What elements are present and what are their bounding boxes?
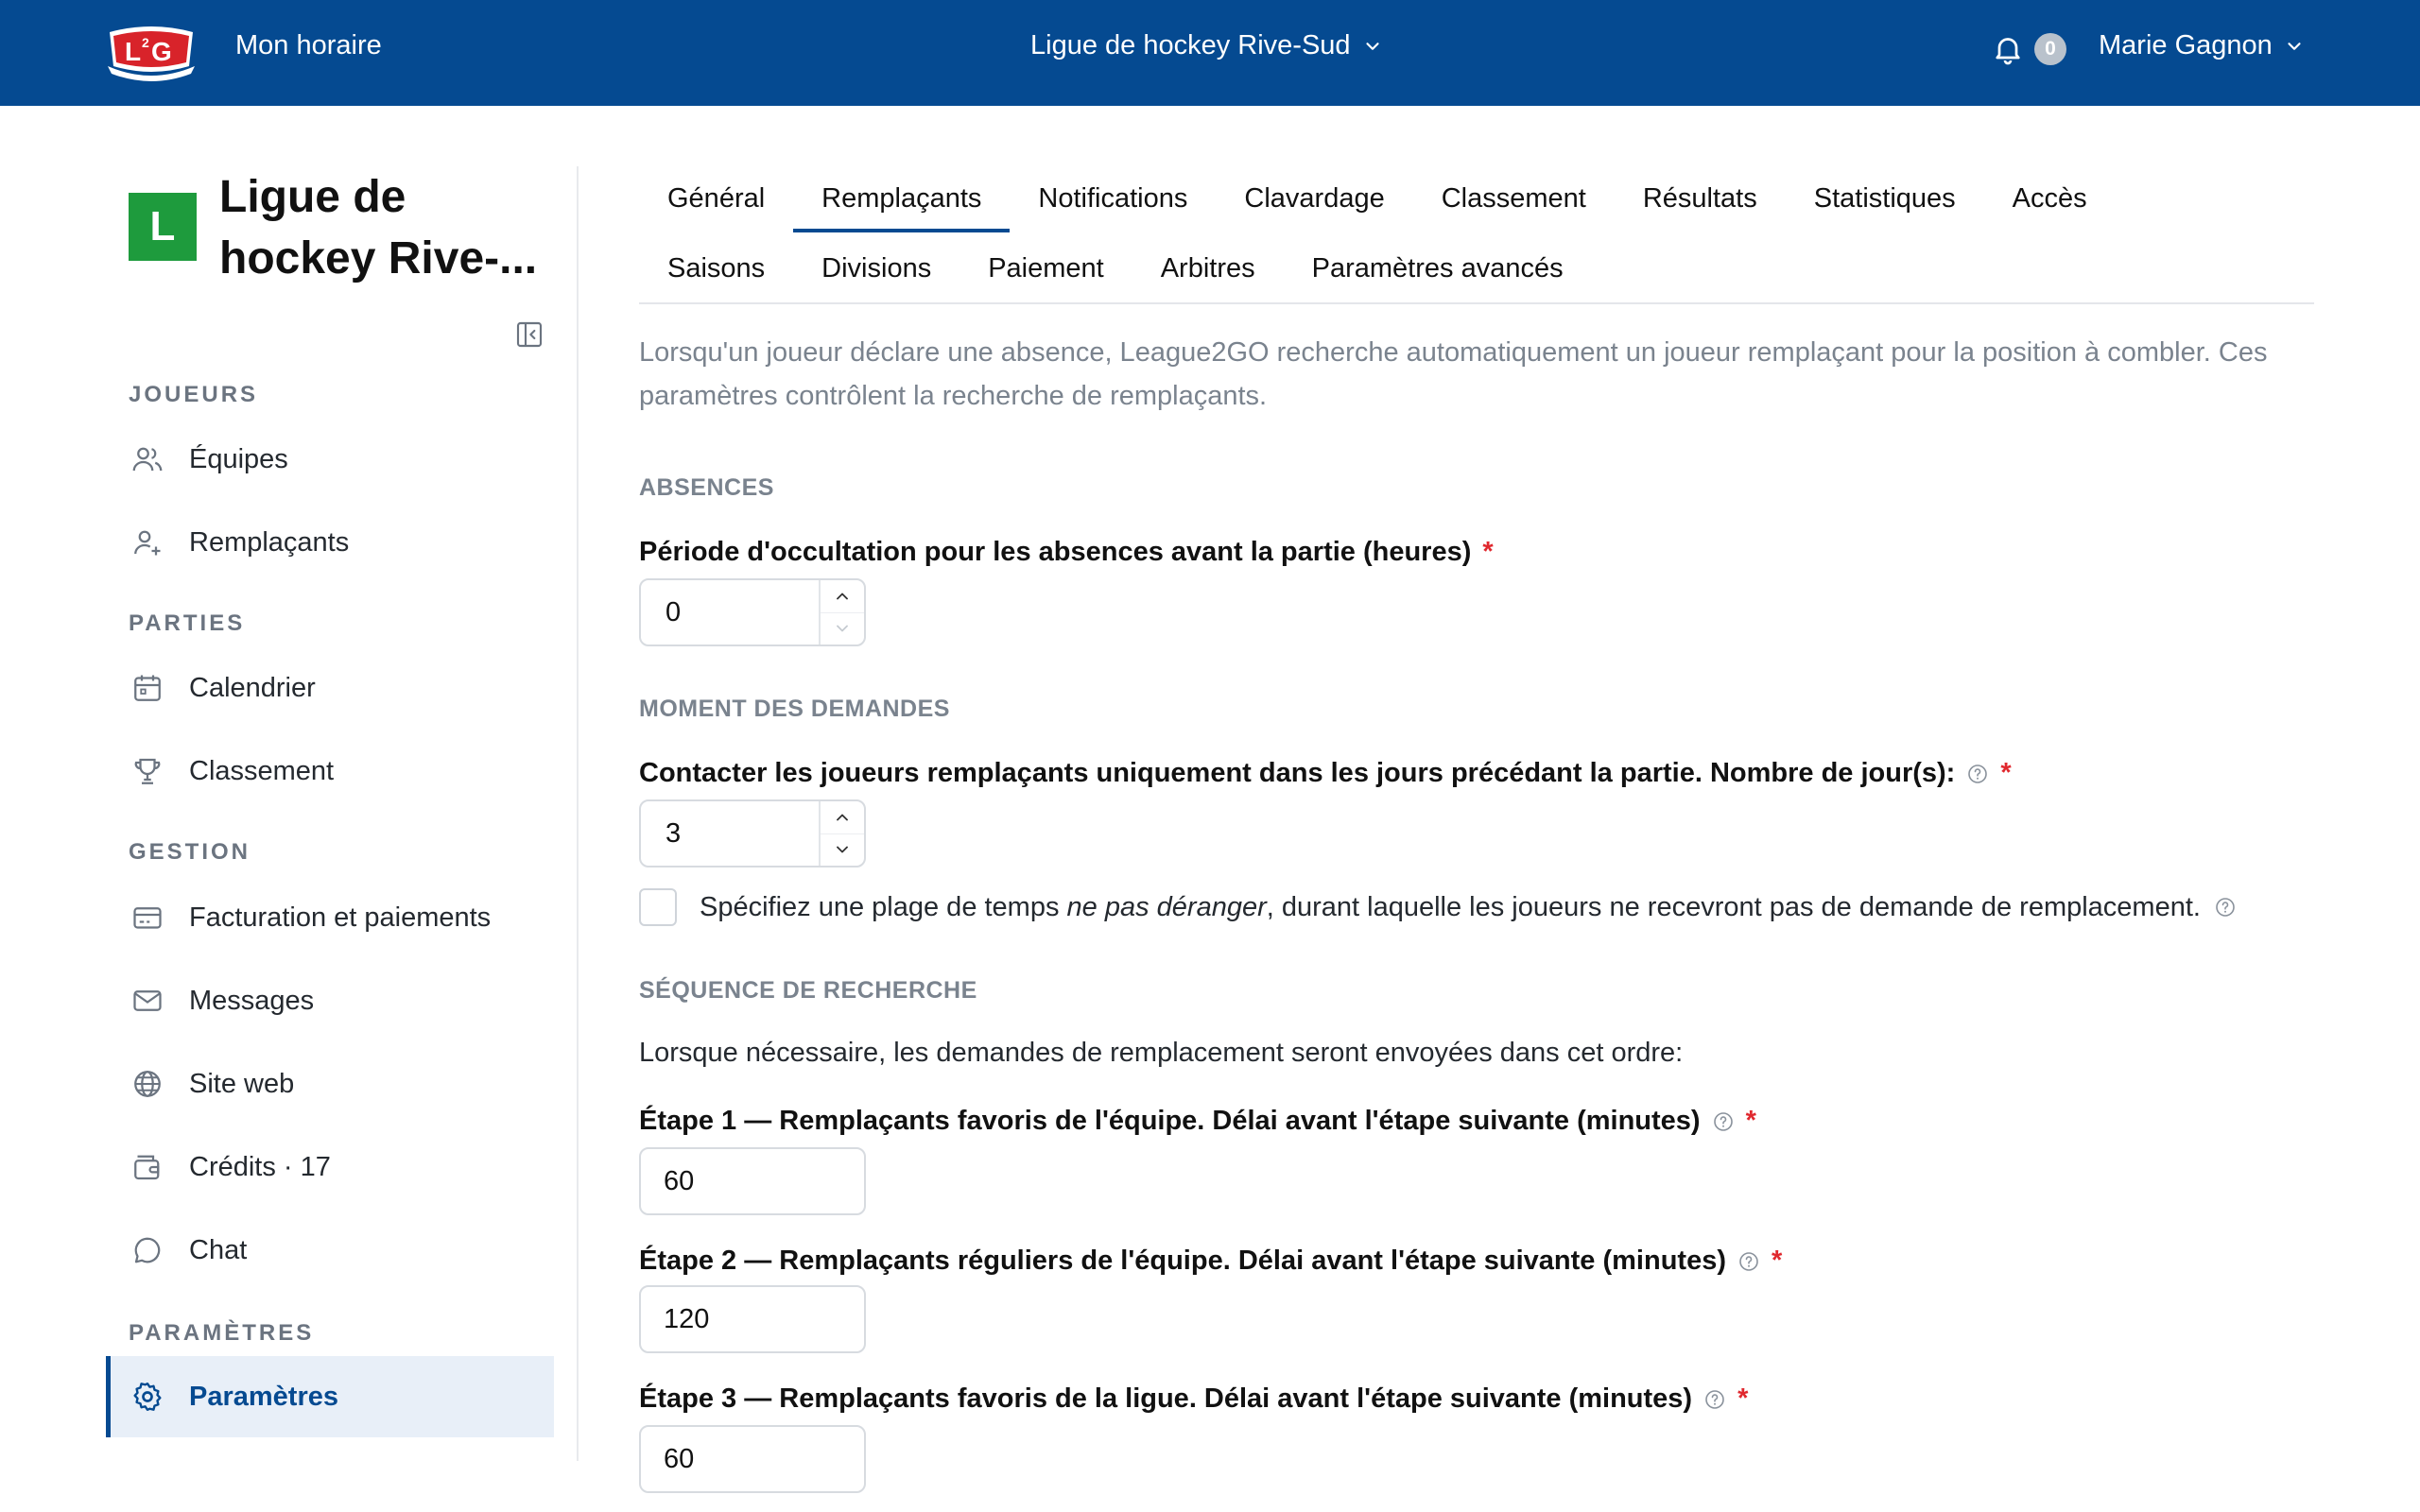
decrement-button[interactable] — [821, 833, 864, 867]
sidebar-item-label: Messages — [189, 985, 315, 1016]
tab-access[interactable]: Accès — [2012, 183, 2087, 214]
required-asterisk: * — [1745, 1106, 1756, 1136]
blackout-period-input[interactable] — [639, 578, 866, 646]
blackout-period-label-text: Période d'occultation pour les absences avant la partie (heures) — [639, 537, 1472, 567]
tab-seasons[interactable]: Saisons — [667, 253, 766, 284]
chat-bubble-icon — [130, 1233, 164, 1267]
league-switcher-label: Ligue de hockey Rive-Sud — [1030, 30, 1351, 60]
days-before-game-label — [639, 758, 2012, 789]
search-sequence-description: Lorsque nécessaire, les demandes de remplacement seront envoyées dans cet ordre: — [639, 1038, 1684, 1068]
sidebar-divider — [577, 166, 579, 1461]
tab-chat[interactable]: Clavardage — [1244, 183, 1385, 214]
search-sequence-heading: SÉQUENCE DE RECHERCHE — [639, 977, 977, 1004]
trophy-icon — [130, 754, 164, 788]
sidebar-item-label: Remplaçants — [189, 526, 350, 558]
do-not-disturb-row — [639, 888, 2237, 926]
sidebar-item-credits[interactable] — [106, 1126, 554, 1208]
request-timing-heading: MOMENT DES DEMANDES — [639, 696, 950, 722]
tab-results[interactable]: Résultats — [1642, 183, 1757, 214]
sidebar-section-management: GESTION — [129, 839, 251, 865]
sidebar-item-label: Site web — [189, 1068, 295, 1099]
days-before-game-value: 3 — [666, 817, 682, 849]
blackout-period-stepper — [819, 580, 864, 644]
sidebar-item-substitutes[interactable] — [106, 502, 554, 583]
sidebar-item-chat[interactable] — [106, 1210, 554, 1291]
gear-icon — [130, 1380, 164, 1414]
step3-delay-input[interactable]: 60 — [639, 1425, 866, 1493]
sidebar-item-settings[interactable] — [106, 1356, 554, 1437]
calendar-icon — [130, 671, 164, 705]
tab-advanced-settings[interactable]: Paramètres avancés — [1311, 253, 1564, 284]
decrement-button[interactable] — [821, 612, 864, 645]
step2-delay-input[interactable]: 120 — [639, 1285, 866, 1353]
tabs-divider — [639, 302, 2314, 304]
sidebar-item-label: Équipes — [189, 443, 288, 474]
sidebar-item-messages[interactable] — [106, 960, 554, 1041]
collapse-sidebar-icon[interactable] — [514, 319, 544, 350]
my-schedule-link[interactable]: Mon horaire — [235, 30, 382, 60]
sidebar-item-teams[interactable] — [106, 419, 554, 500]
bell-icon — [1991, 32, 2025, 66]
sidebar-section-players: JOUEURS — [129, 382, 259, 407]
blackout-period-label — [639, 537, 1494, 568]
step2-label — [639, 1246, 1782, 1277]
tab-standings[interactable]: Classement — [1441, 183, 1586, 214]
envelope-icon — [130, 984, 164, 1018]
notifications-count-badge: 0 — [2034, 33, 2066, 65]
chevron-down-icon — [1362, 36, 1383, 57]
step1-label — [639, 1106, 1756, 1137]
tabs-row-2 — [639, 234, 1592, 302]
do-not-disturb-label — [700, 892, 2201, 923]
help-circle-icon[interactable] — [1737, 1250, 1760, 1273]
notifications-button[interactable] — [1991, 32, 2066, 66]
sidebar-section-games: PARTIES — [129, 610, 246, 636]
do-not-disturb-checkbox[interactable] — [639, 888, 677, 926]
org-name: Ligue de hockey Rive-... — [219, 172, 538, 284]
user-name: Marie Gagnon — [2099, 30, 2273, 60]
svg-text:2: 2 — [142, 35, 149, 50]
step3-label-text: Étape 3 — Remplaçants favoris de la ligue. Délai avant l'étape suivante (minutes) — [639, 1383, 1693, 1414]
top-bar — [0, 0, 2420, 106]
user-plus-icon — [130, 525, 164, 559]
required-asterisk: * — [1737, 1383, 1749, 1414]
tabs-row-1 — [639, 164, 2116, 232]
tab-referees[interactable]: Arbitres — [1160, 253, 1255, 284]
required-asterisk: * — [2000, 758, 2012, 788]
tab-notifications[interactable]: Notifications — [1038, 183, 1188, 214]
help-circle-icon[interactable] — [1966, 763, 1989, 785]
increment-button[interactable] — [821, 801, 864, 833]
sidebar-section-settings: PARAMÈTRES — [129, 1320, 315, 1346]
dnd-text-end: , durant laquelle les joueurs ne recevront pas de demande de remplacement. — [1266, 891, 2201, 922]
blackout-period-value: 0 — [666, 596, 682, 627]
tab-statistics[interactable]: Statistiques — [1813, 183, 1956, 214]
chevron-down-icon — [833, 619, 852, 638]
sidebar-item-website[interactable] — [106, 1043, 554, 1125]
sidebar-item-label: Paramètres — [189, 1381, 338, 1412]
league2go-logo[interactable] — [104, 19, 199, 83]
step2-label-text: Étape 2 — Remplaçants réguliers de l'équipe. Délai avant l'étape suivante (minutes) — [639, 1246, 1726, 1276]
tab-divisions[interactable]: Divisions — [821, 253, 932, 284]
wallet-icon — [130, 1150, 164, 1184]
chevron-up-icon — [833, 587, 852, 606]
step3-label — [639, 1383, 1748, 1415]
absences-heading: ABSENCES — [639, 474, 774, 501]
sidebar-item-label: Crédits · 17 — [189, 1151, 331, 1182]
chevron-down-icon — [2284, 36, 2305, 57]
step1-label-text: Étape 1 — Remplaçants favoris de l'équipe. Délai avant l'étape suivante (minutes) — [639, 1106, 1701, 1136]
chevron-down-icon — [833, 840, 852, 859]
sidebar-item-standings[interactable] — [106, 730, 554, 812]
help-circle-icon[interactable] — [1703, 1388, 1726, 1411]
users-icon — [130, 442, 164, 476]
chevron-up-icon — [833, 808, 852, 827]
required-asterisk: * — [1482, 537, 1494, 567]
sidebar-item-label: Classement — [189, 755, 335, 786]
step1-delay-input[interactable]: 60 — [639, 1147, 866, 1215]
globe-icon — [130, 1067, 164, 1101]
org-avatar: L — [129, 193, 197, 261]
dnd-text-start: Spécifiez une plage de temps — [700, 891, 1067, 922]
tab-substitutes[interactable]: Remplaçants — [793, 164, 1010, 232]
svg-text:G: G — [151, 37, 172, 66]
intro-text: Lorsqu'un joueur déclare une absence, League2GO recherche automatiquement un joueur remplaçant pour la position à combler. Ces paramètres contrôlent la recherche de remplaçants. — [639, 337, 2268, 411]
help-circle-icon[interactable] — [1712, 1110, 1735, 1133]
required-asterisk: * — [1772, 1246, 1783, 1276]
user-menu[interactable] — [2099, 30, 2305, 61]
league-switcher[interactable] — [1030, 30, 1383, 61]
days-before-game-input[interactable] — [639, 799, 866, 868]
days-before-game-stepper — [819, 801, 864, 866]
days-before-game-label-text: Contacter les joueurs remplaçants uniquement dans les jours précédant la partie. Nombre de jour(s): — [639, 758, 1956, 788]
tab-payment[interactable]: Paiement — [988, 253, 1104, 284]
tab-general[interactable]: Général — [667, 183, 766, 214]
sidebar-item-billing[interactable] — [106, 877, 554, 958]
sidebar-item-label: Calendrier — [189, 672, 316, 703]
credit-card-icon — [130, 901, 164, 935]
sidebar-item-label: Chat — [189, 1234, 248, 1265]
help-circle-icon[interactable] — [2214, 896, 2237, 919]
svg-text:L: L — [125, 37, 142, 66]
increment-button[interactable] — [821, 580, 864, 612]
sidebar-item-label: Facturation et paiements — [189, 902, 492, 933]
dnd-text-italic: ne pas déranger — [1066, 891, 1267, 922]
sidebar-item-calendar[interactable] — [106, 647, 554, 729]
